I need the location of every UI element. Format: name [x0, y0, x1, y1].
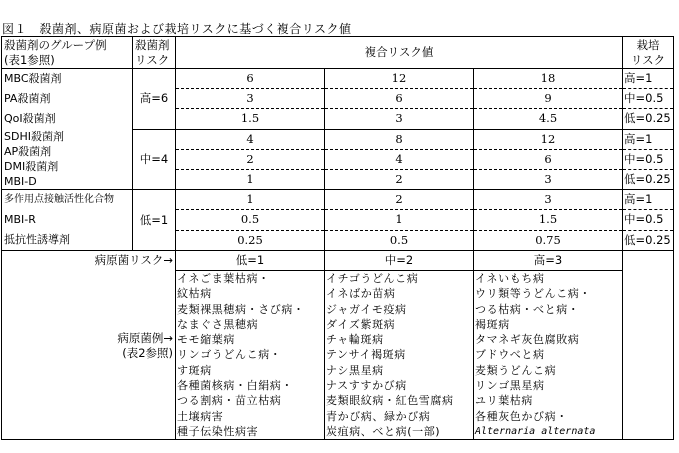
- pathogen-risk-row: [2, 251, 674, 271]
- risk-value: 0.5: [176, 210, 325, 230]
- pathogen-item: 種子伝染性病害: [177, 424, 259, 438]
- risk-value: 1: [325, 210, 474, 230]
- table-row: [2, 129, 674, 149]
- fungicide-name: QoI殺菌剤: [4, 112, 56, 125]
- pathogen-item: 青かび病、緑かび病: [326, 409, 431, 423]
- risk-value: 12: [474, 129, 623, 149]
- pathogen-item: ブドウべと病: [475, 348, 545, 362]
- fungicide-name: MBI-R: [4, 213, 36, 226]
- table-row: [2, 69, 674, 89]
- pathogen-list-low: [176, 271, 325, 440]
- header-text: リスク: [135, 52, 170, 67]
- pathogen-risk-high: 高=3: [474, 251, 623, 271]
- fungicide-name: 多作用点接触活性化合物: [4, 194, 114, 205]
- risk-value: 2: [325, 190, 474, 210]
- risk-value: 0.5: [325, 230, 474, 250]
- cultivation-risk: 中=0.5: [623, 149, 674, 169]
- pathogen-item: イネごま葉枯病・: [177, 272, 270, 285]
- risk-value: 9: [474, 89, 623, 109]
- risk-value: 0.75: [474, 230, 623, 250]
- cultivation-risk: 低=0.25: [623, 109, 674, 129]
- cultivation-risk: 低=0.25: [623, 169, 674, 189]
- header-combined-risk: 複合リスク値: [176, 37, 623, 69]
- pathogen-risk-mid: 中=2: [325, 251, 474, 271]
- risk-value: 2: [325, 169, 474, 189]
- cultivation-risk: 低=0.25: [623, 230, 674, 250]
- pathogen-item: イチゴうどんこ病: [326, 272, 419, 285]
- pathogen-item: なまぐさ黒穂病: [177, 317, 259, 331]
- cultivation-risk: 高=1: [623, 129, 674, 149]
- pathogen-item: 各種灰色かび病・: [475, 409, 568, 423]
- risk-value: 8: [325, 129, 474, 149]
- table-row: [2, 190, 674, 210]
- empty-cell: [623, 251, 674, 440]
- header-fungicide-risk: [133, 37, 176, 69]
- cultivation-risk: 中=0.5: [623, 210, 674, 230]
- pathogen-item: ナスすすかび病: [326, 379, 407, 393]
- pathogen-risk-label: 病原菌リスク→: [2, 251, 176, 271]
- pathogen-item: 土壌病害: [177, 409, 224, 423]
- header-text: (表1参照): [4, 52, 55, 67]
- header-cultivation-risk: [623, 37, 674, 69]
- risk-value: 18: [474, 69, 623, 89]
- fungicide-risk-level: 低=1: [133, 190, 176, 251]
- risk-value: 1: [176, 190, 325, 210]
- combined-risk-table: [1, 36, 674, 440]
- pathogen-item: Alternaria alternata: [475, 425, 596, 437]
- pathogen-item: 炭疽病、べと病(一部): [326, 424, 441, 438]
- pathogen-item: ジャガイモ疫病: [326, 302, 407, 316]
- pathogen-list-high: [474, 271, 623, 440]
- pathogen-item: ユリ葉枯病: [475, 394, 533, 408]
- fungicide-group-names: [2, 190, 133, 251]
- cultivation-risk: 中=0.5: [623, 89, 674, 109]
- risk-value: 6: [474, 149, 623, 169]
- pathogen-item: つる割病・苗立枯病: [177, 394, 282, 408]
- label-text: 病原菌例→: [117, 330, 173, 345]
- risk-value: 1: [176, 169, 325, 189]
- pathogen-item: リンゴ黒星病: [475, 379, 545, 393]
- header-text: 殺菌剤: [135, 37, 170, 52]
- fungicide-group-names: [2, 129, 133, 190]
- cultivation-risk: 高=1: [623, 69, 674, 89]
- pathogen-item: ダイズ紫斑病: [326, 317, 396, 331]
- risk-value: 4: [176, 129, 325, 149]
- risk-value: 3: [474, 169, 623, 189]
- pathogen-item: イネいもち病: [475, 272, 545, 285]
- risk-value: 4.5: [474, 109, 623, 129]
- pathogen-item: 褐斑病: [475, 317, 510, 331]
- risk-value: 0.25: [176, 230, 325, 250]
- header-group-example: [2, 37, 133, 69]
- fungicide-group-names: [2, 69, 133, 130]
- header-text: リスク: [630, 52, 666, 67]
- pathogen-item: タマネギ灰色腐敗病: [475, 333, 580, 347]
- fungicide-risk-level: 高=6: [133, 69, 176, 130]
- figure-title: 図１ 殺菌剤、病原菌および栽培リスクに基づく複合リスク値: [2, 22, 352, 36]
- fungicide-name: MBI-D: [4, 175, 37, 188]
- pathogen-examples-label: [2, 271, 176, 440]
- pathogen-item: つる枯病・べと病・: [475, 302, 580, 316]
- fungicide-name: 抵抗性誘導剤: [4, 233, 70, 246]
- risk-value: 12: [325, 69, 474, 89]
- pathogen-item: 麦類うどんこ病: [475, 363, 557, 377]
- risk-value: 6: [325, 89, 474, 109]
- cultivation-risk: 高=1: [623, 190, 674, 210]
- pathogen-item: チャ輪斑病: [326, 333, 384, 347]
- header-text: 栽培: [636, 37, 660, 52]
- label-text: (表2参照): [122, 345, 173, 360]
- risk-value: 4: [325, 149, 474, 169]
- header-text: 殺菌剤のグループ例: [4, 37, 107, 52]
- fungicide-name: DMI殺菌剤: [4, 160, 59, 173]
- pathogen-item: ウリ類等うどんこ病・: [475, 287, 591, 301]
- pathogen-item: リンゴうどんこ病・: [177, 348, 282, 362]
- fungicide-name: AP殺菌剤: [4, 145, 52, 158]
- risk-value: 3: [474, 190, 623, 210]
- pathogen-item: 麦類裸黒穂病・さび病・: [177, 302, 305, 316]
- pathogen-item: イネばか苗病: [326, 287, 396, 301]
- risk-value: 3: [325, 109, 474, 129]
- risk-value: 6: [176, 69, 325, 89]
- pathogen-item: ナシ黒星病: [326, 363, 384, 377]
- pathogen-list-mid: [325, 271, 474, 440]
- risk-value: 1.5: [176, 109, 325, 129]
- fungicide-name: PA殺菌剤: [4, 92, 51, 105]
- pathogen-item: 麦類眼紋病・紅色雪腐病: [326, 394, 454, 408]
- fungicide-name: MBC殺菌剤: [4, 72, 62, 85]
- pathogen-item: モモ縮葉病: [177, 333, 235, 347]
- pathogen-risk-low: 低=1: [176, 251, 325, 271]
- pathogen-examples-row: [2, 271, 674, 440]
- risk-value: 3: [176, 89, 325, 109]
- risk-value: 2: [176, 149, 325, 169]
- pathogen-item: す斑病: [177, 363, 212, 377]
- fungicide-name: SDHI殺菌剤: [4, 130, 64, 143]
- pathogen-item: テンサイ褐斑病: [326, 348, 406, 362]
- risk-value: 1.5: [474, 210, 623, 230]
- pathogen-item: 各種菌核病・白絹病・: [177, 379, 293, 393]
- fungicide-risk-level: 中=4: [133, 129, 176, 190]
- pathogen-item: 紋枯病: [177, 287, 212, 301]
- header-row: [2, 37, 674, 69]
